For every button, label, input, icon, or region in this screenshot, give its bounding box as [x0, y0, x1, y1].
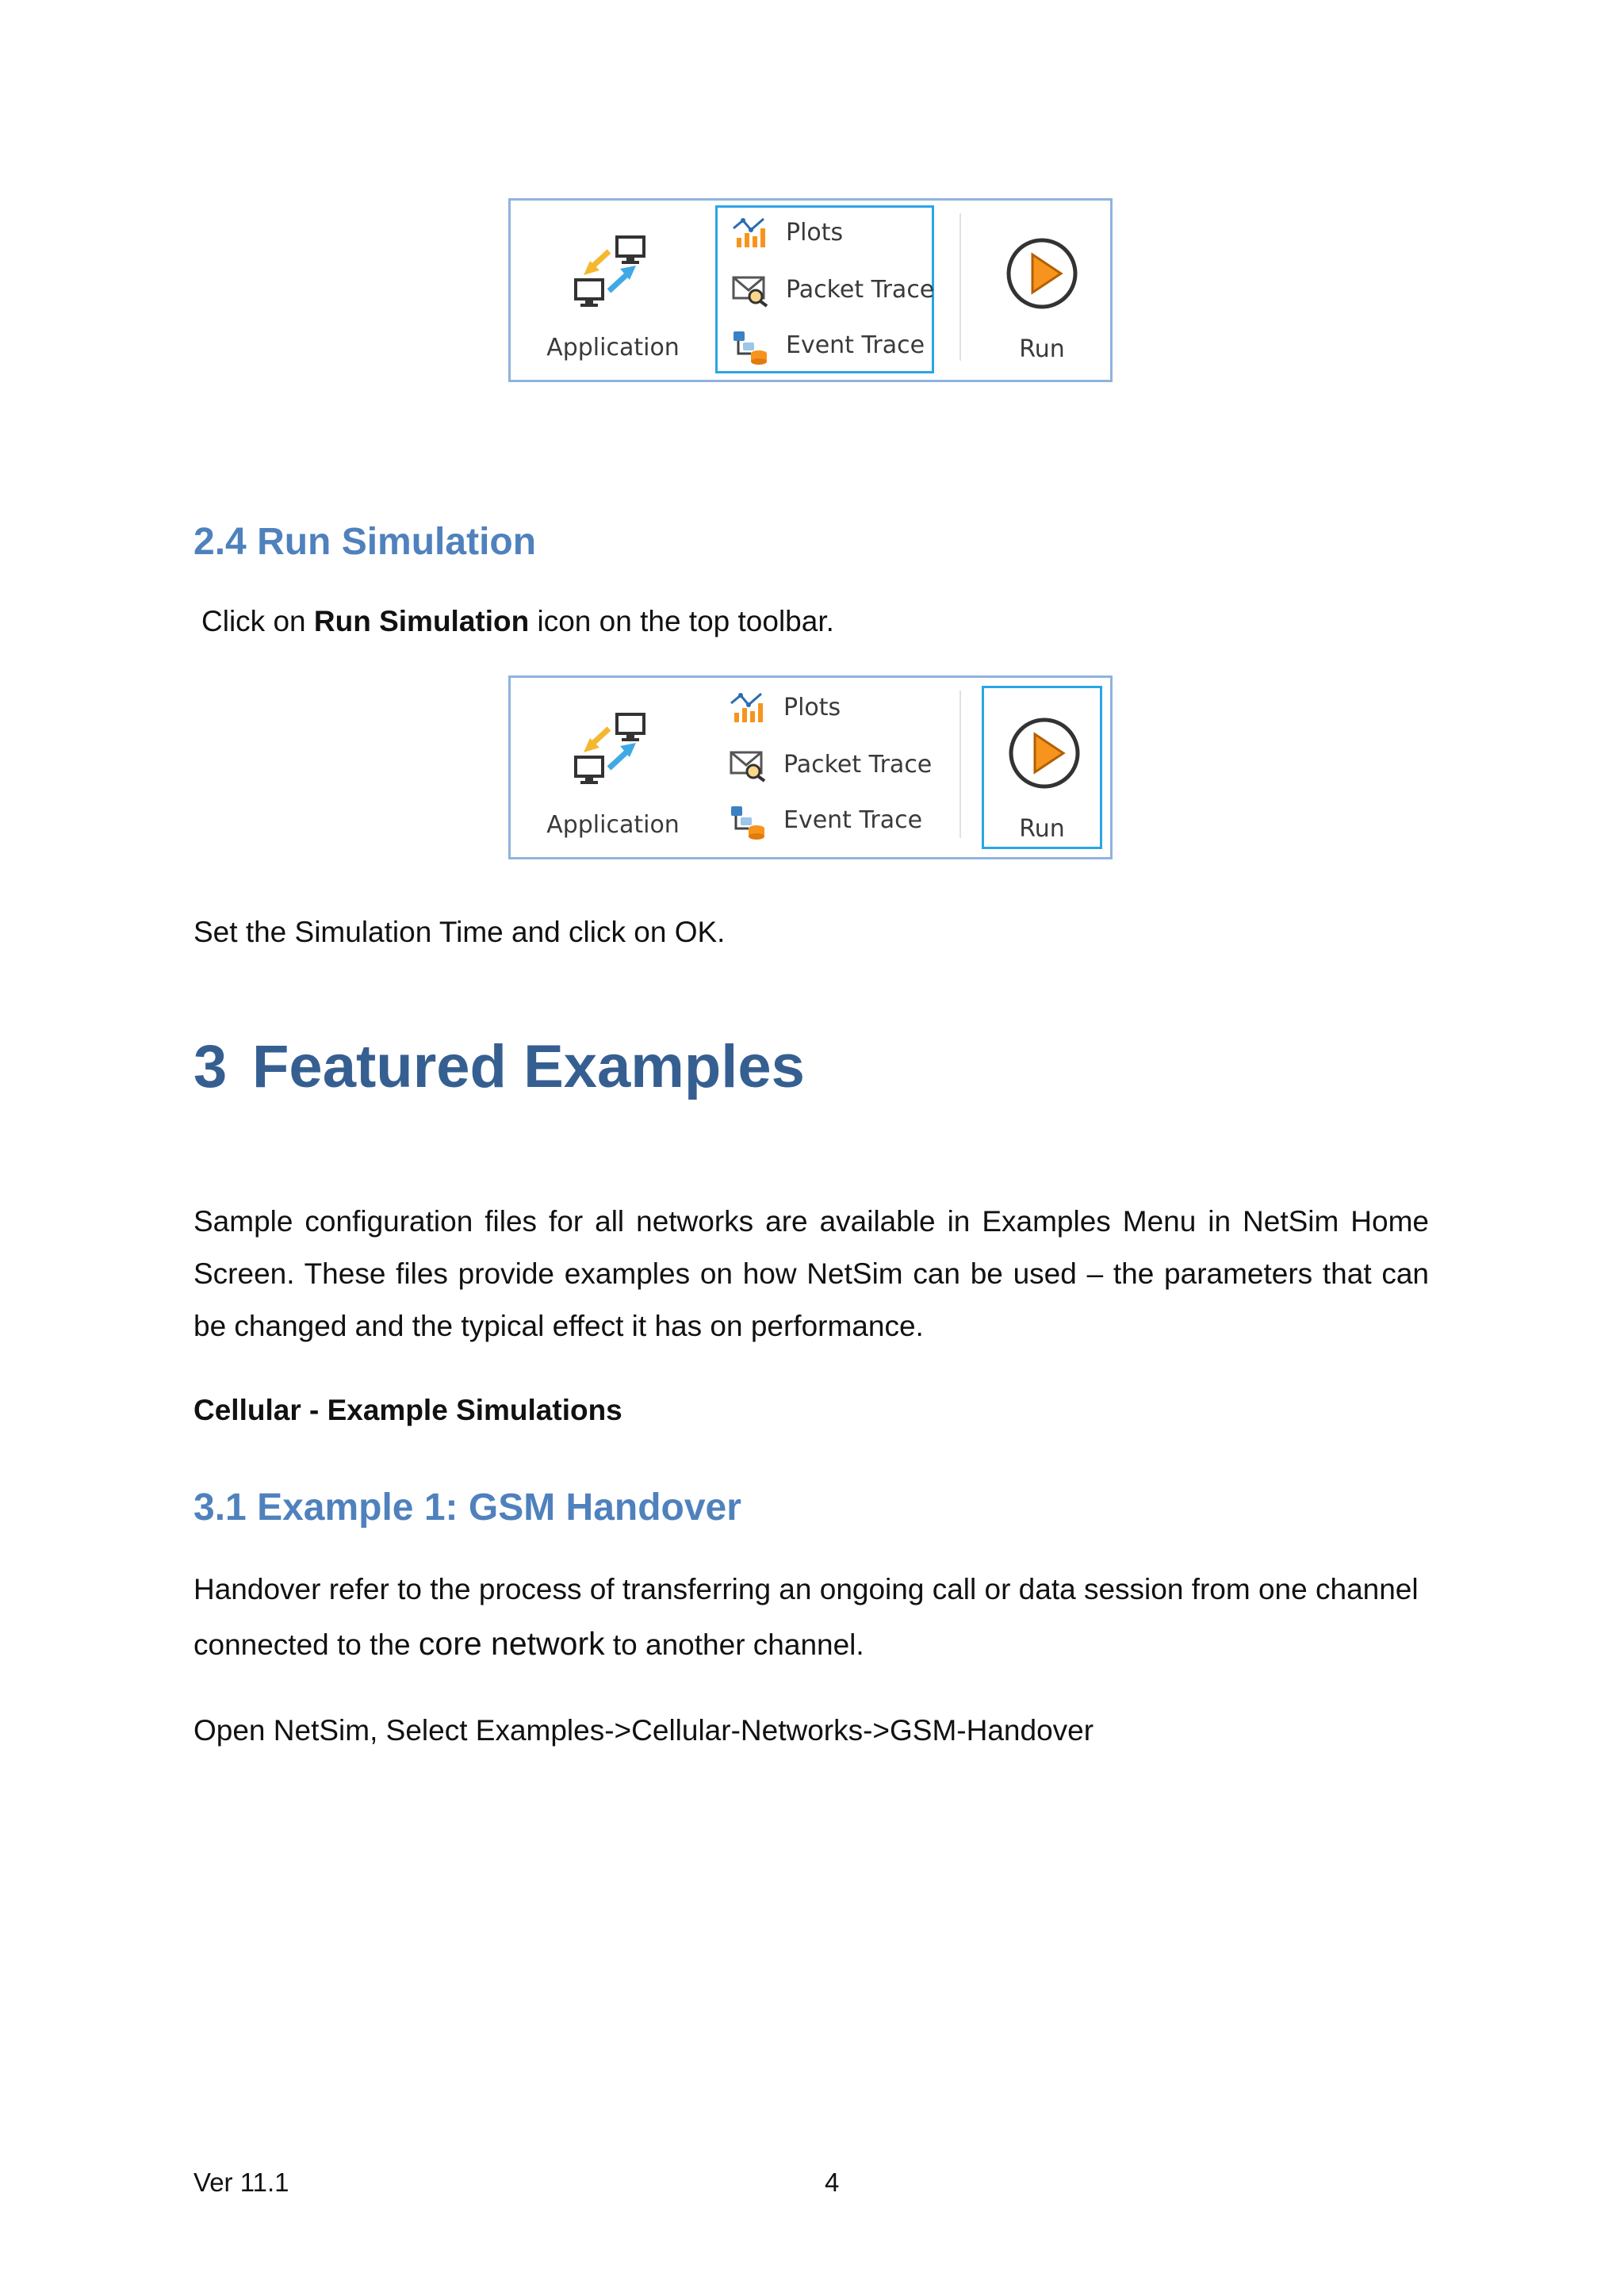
event-trace-label: Event Trace — [786, 331, 925, 359]
toolbar-figure-2 — [508, 675, 1113, 859]
handover-paragraph — [193, 1563, 1431, 1672]
handover-text-pre: Handover refer to the process of transferring an ongoing call or data session from one channel connected to the — [193, 1573, 1419, 1661]
section-3-1-heading: 3.1 Example 1: GSM Handover — [193, 1487, 741, 1529]
plots-label: Plots — [783, 694, 841, 721]
run-icon — [1008, 717, 1081, 790]
set-time-instruction: Set the Simulation Time and click on OK. — [193, 916, 726, 948]
section-2-4-heading: 2.4 Run Simulation — [193, 521, 537, 563]
application-button[interactable] — [511, 201, 715, 380]
chapter-title: Featured Examples — [252, 1033, 805, 1100]
featured-intro-paragraph: Sample configuration files for all networks are available in Examples Menu in NetSim Home Screen. These files provide examples on how NetSim can be used – the parameters that can be changed and the typical effect it has on performance. — [193, 1205, 1429, 1342]
run-label: Run — [1019, 335, 1065, 363]
application-icon — [573, 711, 652, 790]
run-button[interactable] — [982, 686, 1102, 849]
run-simulation-bold: Run Simulation — [313, 605, 530, 637]
run-instruction-post: icon on the top toolbar. — [529, 605, 834, 637]
plots-label: Plots — [786, 219, 844, 247]
event-trace-button[interactable] — [730, 802, 928, 840]
core-network-text: core network — [418, 1625, 605, 1662]
handover-text-post: to another channel. — [604, 1628, 864, 1661]
packet-trace-button[interactable] — [730, 746, 933, 784]
packet-trace-icon — [730, 749, 768, 783]
toolbar-figure-1 — [508, 198, 1113, 382]
chapter-3-heading — [193, 1032, 805, 1101]
event-trace-button[interactable] — [732, 327, 930, 365]
application-label: Application — [546, 811, 680, 839]
analysis-group — [715, 683, 934, 851]
plots-icon — [732, 217, 767, 249]
run-icon — [1005, 237, 1078, 310]
analysis-group — [715, 205, 934, 373]
application-label: Application — [546, 334, 680, 362]
plots-button[interactable] — [730, 689, 928, 727]
run-instruction-pre: Click on — [201, 605, 314, 637]
run-instruction — [201, 605, 834, 638]
packet-trace-label: Packet Trace — [783, 751, 933, 779]
footer-page-number: 4 — [825, 2168, 840, 2197]
run-label: Run — [1019, 815, 1065, 843]
open-netsim-instruction: Open NetSim, Select Examples->Cellular-Networks->GSM-Handover — [193, 1714, 1094, 1747]
run-button[interactable] — [982, 209, 1102, 372]
toolbar-separator — [959, 213, 961, 361]
application-icon — [573, 234, 652, 313]
cellular-subheading: Cellular - Example Simulations — [193, 1394, 622, 1426]
toolbar-separator — [959, 691, 961, 838]
application-button[interactable] — [511, 678, 715, 857]
packet-trace-icon — [732, 274, 770, 308]
event-trace-label: Event Trace — [783, 806, 923, 834]
plots-icon — [730, 692, 764, 724]
chapter-number: 3 — [193, 1033, 228, 1100]
event-trace-icon — [730, 805, 766, 840]
plots-button[interactable] — [732, 214, 930, 252]
event-trace-icon — [732, 330, 768, 365]
footer-version: Ver 11.1 — [193, 2168, 289, 2197]
packet-trace-button[interactable] — [732, 271, 935, 309]
packet-trace-label: Packet Trace — [786, 276, 935, 304]
